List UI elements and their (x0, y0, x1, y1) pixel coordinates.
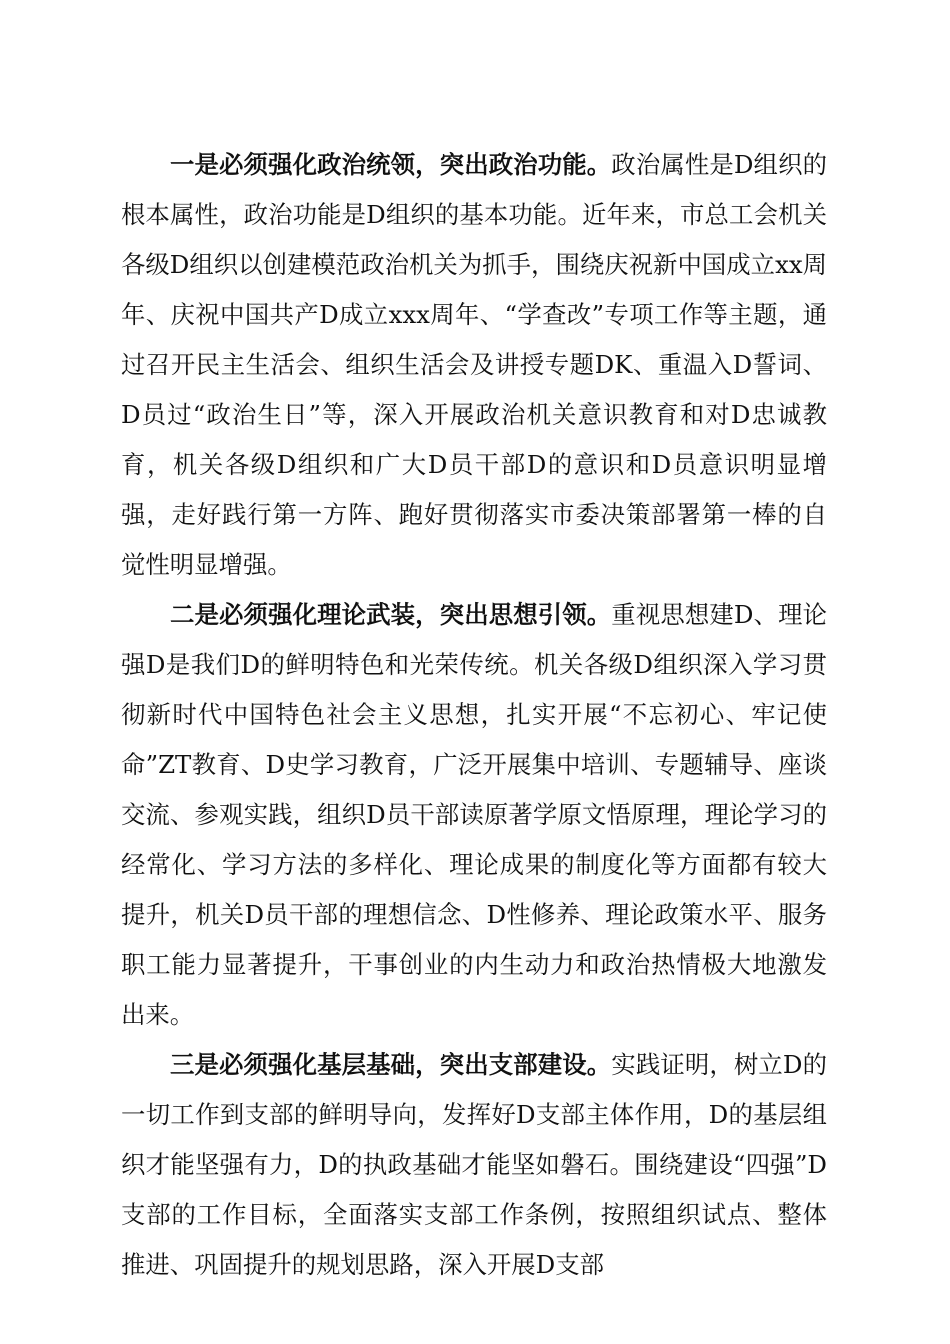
paragraph-2 (121, 590, 827, 1040)
paragraph-3-heading: 三是必须强化基层基础，突出支部建设。 (170, 1050, 612, 1079)
document-body (121, 140, 827, 1290)
paragraph-2-heading: 二是必须强化理论武装，突出思想引领。 (170, 600, 612, 629)
paragraph-2-text: 重视思想建D、理论强D是我们D的鲜明特色和光荣传统。机关各级D组织深入学习贯彻新时代中国特色社会主义思想，扎实开展“不忘初心、牢记使命”ZT教育、D史学习教育，广泛开展集中培训、专题辅导、座谈交流、参观实践，组织D员干部读原著学原文悟原理，理论学习的经常化、学习方法的多样化、理论成果的制度化等方面都有较大提升，机关D员干部的理想信念、D性修养、理论政策水平、服务职工能力显著提升，干事创业的内生动力和政治热情极大地激发出来。 (121, 600, 827, 1029)
paragraph-3 (121, 1040, 827, 1290)
paragraph-1 (121, 140, 827, 590)
paragraph-3-text: 实践证明，树立D的一切工作到支部的鲜明导向，发挥好D支部主体作用，D的基层组织才能坚强有力，D的执政基础才能坚如磐石。围绕建设“四强”D支部的工作目标，全面落实支部工作条例，按照组织试点、整体推进、巩固提升的规划思路，深入开展D支部 (121, 1050, 827, 1279)
paragraph-1-heading: 一是必须强化政治统领，突出政治功能。 (170, 150, 612, 179)
paragraph-1-text: 政治属性是D组织的根本属性，政治功能是D组织的基本功能。近年来，市总工会机关各级D组织以创建模范政治机关为抓手，围绕庆祝新中国成立xx周年、庆祝中国共产D成立xxx周年、“学查改”专项工作等主题，通过召开民主生活会、组织生活会及讲授专题DK、重温入D誓词、D员过“政治生日”等，深入开展政治机关意识教育和对D忠诚教育，机关各级D组织和广大D员干部D的意识和D员意识明显增强，走好践行第一方阵、跑好贯彻落实市委决策部署第一棒的自觉性明显增强。 (121, 150, 827, 579)
